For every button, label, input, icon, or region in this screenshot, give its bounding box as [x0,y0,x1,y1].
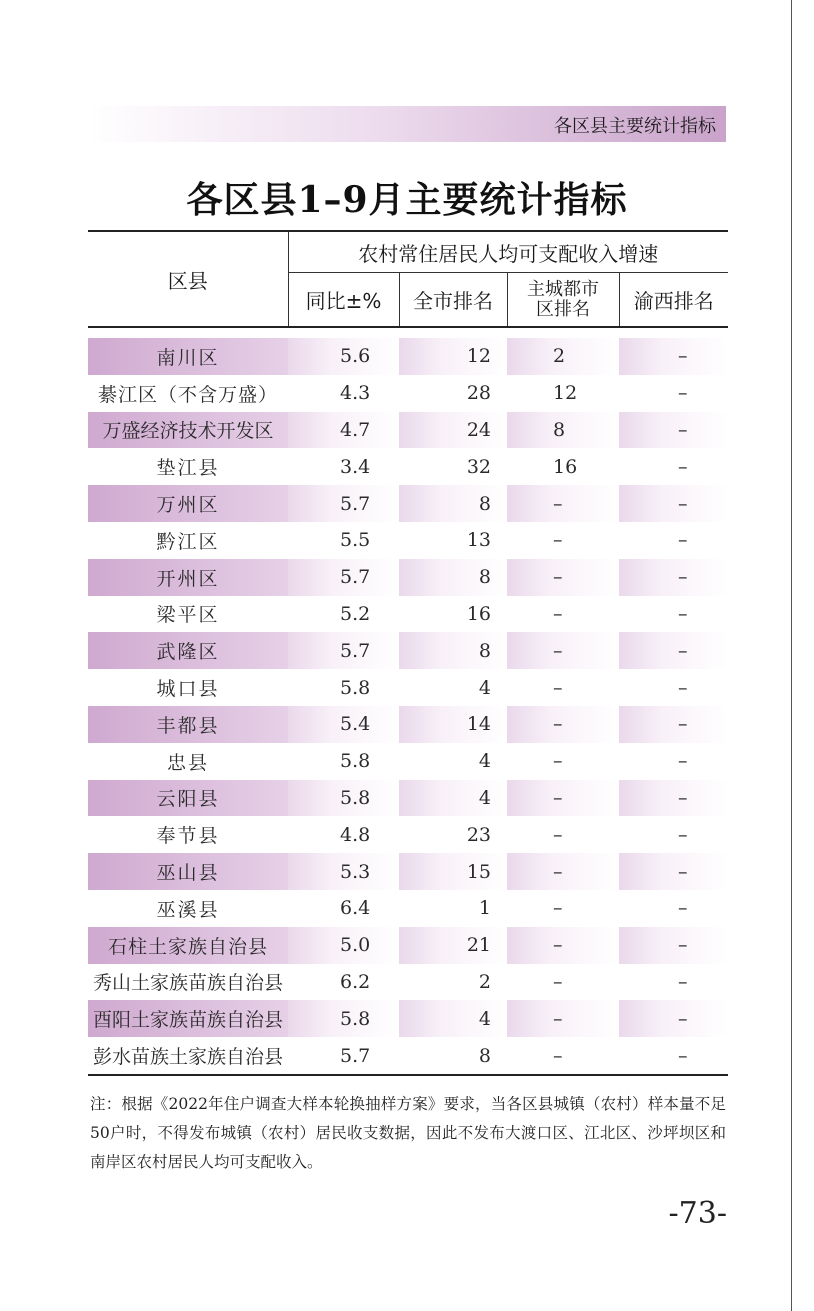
yoy-value: 5.8 [340,750,371,773]
city-rank-value: 4 [399,1000,507,1037]
yuxi-rank-column-header: 渝西排名 [619,273,728,328]
city-rank-value: 8 [399,632,507,669]
city-rank-value: 24 [399,412,507,449]
yuxi-rank-value: – [678,676,688,699]
district-name: 武隆区 [88,632,288,669]
yuxi-rank-value: – [678,602,688,625]
table-row [88,448,728,485]
district-name: 开州区 [88,559,288,596]
table-row [88,780,728,817]
yoy-value: 5.7 [288,559,399,596]
district-name: 綦江区（不含万盛） [97,383,278,406]
yoy-value: 5.7 [288,632,399,669]
yoy-value: 6.2 [340,970,371,993]
city-rank-value: 12 [399,338,507,375]
table-row [88,632,728,669]
table-spacer [88,327,728,338]
city-rank-value: 21 [399,927,507,964]
yoy-value: 4.3 [340,382,371,405]
yoy-value: 5.7 [288,485,399,522]
district-name: 梁平区 [156,604,220,627]
district-name: 巫山县 [88,853,288,890]
district-name: 忠县 [166,751,209,774]
yoy-value: 5.8 [288,780,399,817]
main-city-rank-header-line2: 区排名 [536,298,590,320]
city-rank-value: 1 [478,897,491,920]
yuxi-rank-value: – [619,485,728,522]
district-name: 秀山土家族苗族自治县 [92,972,283,995]
yuxi-rank-value: – [678,382,688,405]
main-city-rank-value: – [553,602,563,625]
city-rank-value: 4 [478,750,491,773]
main-city-rank-value: – [507,927,619,964]
district-name: 彭水苗族土家族自治县 [88,1037,288,1075]
city-rank-value: 14 [399,706,507,743]
table-row [88,964,728,1001]
city-rank-value: 23 [466,823,491,846]
page-title: 各区县1–9月主要统计指标 [186,179,628,221]
table-row [88,1037,728,1075]
table-row [88,596,728,633]
main-city-rank-column-header [507,273,619,328]
city-rank-value: 4 [399,780,507,817]
district-column-header: 区县 [88,231,288,327]
page-number: -73- [668,1196,727,1231]
city-rank-value: 15 [399,853,507,890]
yuxi-rank-value: – [678,750,688,773]
table-row [88,338,728,375]
yoy-value: 5.0 [288,927,399,964]
section-header-band [88,106,726,142]
yoy-value: 5.8 [288,1000,399,1037]
district-name: 垫江县 [156,457,220,480]
yoy-column-header: 同比±% [288,273,399,328]
yuxi-rank-value: – [619,853,728,890]
table-row [88,743,728,780]
district-name: 黔江区 [156,530,220,553]
main-city-rank-value: – [553,970,563,993]
yoy-value: 5.8 [340,676,371,699]
yuxi-rank-value: – [678,970,688,993]
yuxi-rank-value: – [619,1037,728,1075]
table-row [88,522,728,559]
yoy-value: 5.4 [288,706,399,743]
main-city-rank-value: 2 [507,338,619,375]
table-row [88,485,728,522]
city-rank-value: 8 [399,485,507,522]
yoy-value: 5.2 [340,602,371,625]
table-row [88,375,728,412]
yuxi-rank-value: – [619,1000,728,1037]
yuxi-rank-value: – [619,412,728,449]
yuxi-rank-value: – [619,706,728,743]
city-rank-value: 13 [466,529,491,552]
city-rank-column-header: 全市排名 [399,273,507,328]
city-rank-value: 32 [466,455,491,478]
yuxi-rank-value: – [619,927,728,964]
yuxi-rank-value: – [619,780,728,817]
table-row [88,412,728,449]
yoy-value: 5.6 [288,338,399,375]
yuxi-rank-value: – [619,559,728,596]
yoy-value: 5.5 [340,529,371,552]
table-row [88,927,728,964]
district-name: 云阳县 [88,780,288,817]
city-rank-value: 4 [478,676,491,699]
main-city-rank-value: – [553,529,563,552]
main-city-rank-value: 12 [553,382,578,405]
main-city-rank-value: – [553,823,563,846]
city-rank-value: 8 [399,1037,507,1075]
district-name: 奉节县 [156,825,220,848]
table-row [88,890,728,927]
main-city-rank-value: – [507,706,619,743]
table-row [88,706,728,743]
yuxi-rank-value: – [678,823,688,846]
city-rank-value: 2 [478,970,491,993]
district-name: 万州区 [88,485,288,522]
yuxi-rank-value: – [619,338,728,375]
city-rank-value: 28 [466,382,491,405]
main-city-rank-value: – [507,559,619,596]
district-name: 城口县 [156,678,220,701]
main-city-rank-value: – [507,1000,619,1037]
footnote: 注：根据《2022年住户调查大样本轮换抽样方案》要求，当各区县城镇（农村）样本量不足50户时，不得发布城镇（农村）居民收支数据，因此不发布大渡口区、江北区、沙坪坝区和南岸区农村居民人均可支配收入。 [90,1095,726,1171]
district-name: 酉阳土家族苗族自治县 [88,1000,288,1037]
yoy-value: 6.4 [340,897,371,920]
main-city-rank-value: 16 [553,455,578,478]
city-rank-value: 8 [399,559,507,596]
main-city-rank-value: – [507,632,619,669]
district-name: 南川区 [88,338,288,375]
table-row [88,669,728,706]
yoy-value: 3.4 [340,455,371,478]
district-name: 丰都县 [88,706,288,743]
main-city-rank-header-line1: 主城都市 [527,278,599,300]
main-city-rank-value: – [507,853,619,890]
main-city-rank-value: – [507,1037,619,1075]
yoy-value: 4.7 [288,412,399,449]
main-city-rank-value: – [507,780,619,817]
income-growth-group-header: 农村常住居民人均可支配收入增速 [288,231,728,273]
table-row [88,559,728,596]
yoy-value: 4.8 [340,823,371,846]
yoy-value: 5.7 [288,1037,399,1075]
main-city-rank-value: – [553,897,563,920]
table-row [88,853,728,890]
district-name: 石柱土家族自治县 [88,927,288,964]
yuxi-rank-value: – [678,529,688,552]
yoy-value: 5.3 [288,853,399,890]
main-city-rank-value: – [553,676,563,699]
yuxi-rank-value: – [619,632,728,669]
main-city-rank-value: – [553,750,563,773]
yuxi-rank-value: – [678,897,688,920]
district-name: 巫溪县 [156,898,220,921]
table-row [88,816,728,853]
yuxi-rank-value: – [678,455,688,478]
section-header-label: 各区县主要统计指标 [554,116,716,137]
main-city-rank-value: 8 [507,412,619,449]
statistics-table [88,230,728,1076]
city-rank-value: 16 [466,602,491,625]
district-name: 万盛经济技术开发区 [88,412,288,449]
main-city-rank-value: – [507,485,619,522]
table-row [88,1000,728,1037]
